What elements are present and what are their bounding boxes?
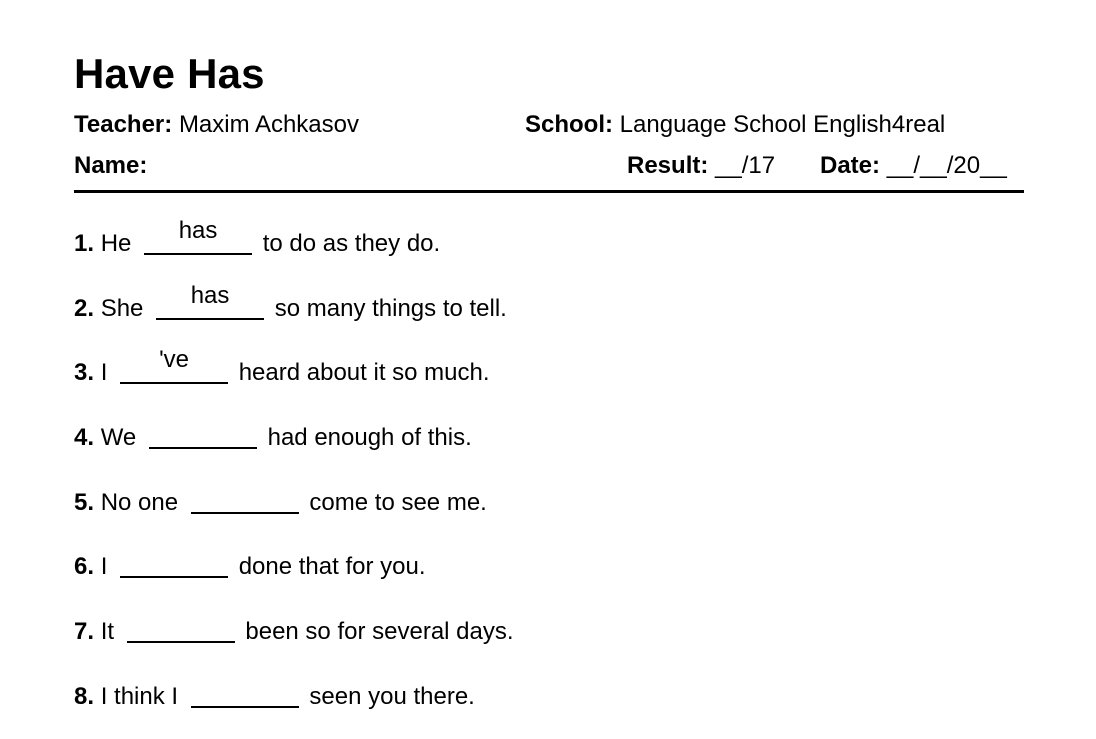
question-text-before: She [100,294,144,322]
result-field [627,152,775,180]
question-number: 8. [74,682,95,710]
school-name: Language School English4real [619,111,946,138]
result-value: __/17 [715,152,776,179]
date-value: __/__/20__ [886,152,1007,179]
answer-text: has [178,217,218,244]
answer-blank[interactable] [127,613,235,643]
question-item [74,346,1024,419]
school-field [525,111,945,139]
school-label: School: [525,111,613,138]
question-text-before: No one [100,488,179,516]
header-divider [74,190,1024,193]
question-number: 6. [74,553,95,581]
question-text-after: done that for you. [238,553,426,581]
question-item [74,281,1024,355]
question-text-before: We [100,424,137,452]
question-item [74,419,1024,484]
answer-blank[interactable] [120,346,228,384]
teacher-label: Teacher: [74,111,173,138]
answer-text: 've [159,346,189,374]
question-item [74,613,1024,678]
question-number: 5. [74,488,95,516]
question-number: 7. [74,618,95,646]
question-item [74,484,1024,549]
student-name-field [74,152,147,180]
question-text-after: seen you there. [309,682,475,710]
name-label: Name: [74,152,148,179]
question-text-after: had enough of this. [267,424,472,452]
answer-blank[interactable] [191,484,299,514]
question-text-after: heard about it so much. [238,359,490,387]
question-list [74,217,1024,739]
question-text-after: so many things to tell. [274,294,507,322]
question-number: 3. [74,359,95,387]
question-text-before: I [100,553,108,581]
date-field [820,152,1007,180]
question-text-before: I [100,359,108,387]
worksheet-title: Have Has [74,50,265,97]
question-text-before: It [100,618,115,646]
question-item [74,678,1024,739]
question-item [74,548,1024,613]
answer-blank[interactable] [120,548,228,578]
date-label: Date: [820,152,881,179]
question-number: 4. [74,424,95,452]
question-text-after: to do as they do. [262,230,441,257]
answer-blank[interactable] [156,281,264,320]
question-text-after: been so for several days. [245,618,514,646]
question-number: 2. [74,294,95,322]
question-text-before: I think I [100,682,179,710]
result-label: Result: [627,152,709,179]
teacher-field [74,111,359,139]
question-text-after: come to see me. [309,488,487,516]
answer-blank[interactable] [191,678,299,708]
answer-blank[interactable] [144,217,252,255]
answer-blank[interactable] [149,419,257,449]
question-text-before: He [100,230,132,257]
teacher-name: Maxim Achkasov [178,111,359,138]
question-number: 1. [74,230,95,257]
answer-text: has [190,281,230,309]
question-item [74,217,1024,290]
